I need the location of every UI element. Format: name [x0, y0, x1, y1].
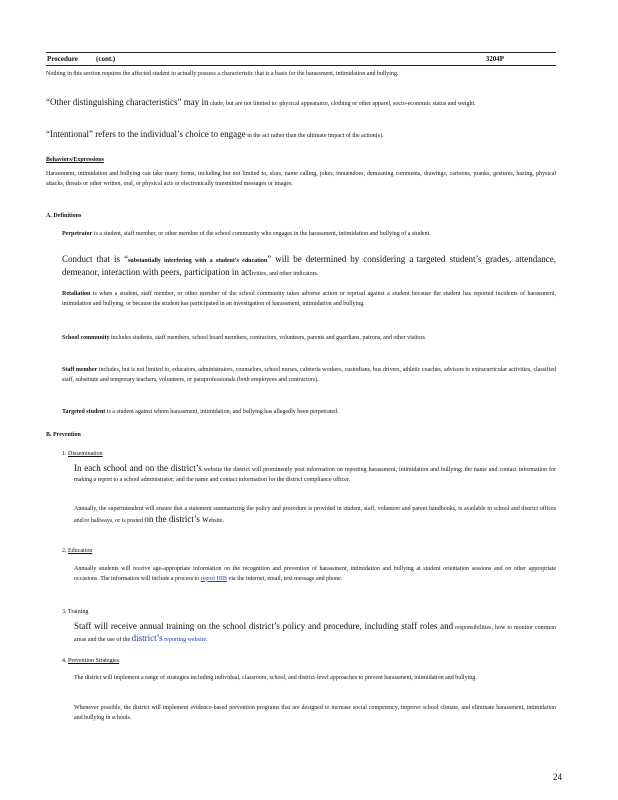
behaviors-heading: Behaviors/Expressions [46, 157, 104, 163]
strategies-paragraph-2: Whenever possible, the district will implement evidence-based prevention programs that are designed to increase social competency, improve school climate, and eliminate harassment, intimidation and bullying in schools. [74, 705, 556, 721]
intro-paragraph-1: Nothing in this section requires the affected student to actually possess a characteristic that is a basis for the harassment, intimidation and bullying. [46, 71, 399, 77]
education-heading: 2. Education [62, 548, 93, 554]
definition-targeted-student: Targeted student is a student against whom harassment, intimidation, and bullying has allegedly been perpetrated. [62, 409, 339, 415]
training-heading: 3. Training [62, 609, 89, 615]
definition-staff-member: Staff member includes, but is not limited to, educators, administrators, counselors, school nurses, cafeteria workers, custodians, bus drivers, athletic coaches, advisors to extracurricular activities, classified staff, substitute and temporary teachers, volunteers, or paraprofessionals (both employees and contractors). [62, 367, 557, 383]
reporting-website-link[interactable]: reporting website [164, 636, 206, 643]
intro-paragraph-2: “Other distinguishing characteristics” may in clude, but are not limited to: physical appearance, clothing or other apparel, socio-economic status and weight. [46, 97, 476, 107]
dissemination-paragraph-1: In each school and on the district’s website the district will prominently post information on reporting harassment, intimidation and bullying; the name and contact information for making a report to a school administrator; and the name and contact information for the district compliance officer. [74, 463, 557, 483]
page-header [46, 52, 556, 66]
definition-school-community: School community includes students, staff members, school board members, contractors, volunteers, parents and guardians, patrons, and other visitors. [62, 335, 427, 341]
header-cont: (cont.) [96, 55, 116, 63]
report-hib-link[interactable]: report HIB [200, 575, 227, 582]
dissemination-paragraph-2: Annually, the superintendent will ensure that a statement summarizing the policy and procedure is provided in student, staff, volunteer and parent handbooks, is available in school and district offices and/or hallways, or is posted on the district’s website. [74, 506, 556, 524]
district-reporting-link[interactable]: district’s [131, 632, 163, 643]
definitions-heading: A. Definitions [46, 213, 82, 219]
definition-retaliation: Retaliation is when a student, staff member, or other member of the school community takes adverse action or reprisal against a student because the student has reported incidents of harassment, intimidation and bullying, or because the student has participated in an investigation of harassment, intimidation and bullying. [62, 291, 557, 307]
definition-conduct: Conduct that is “substantially interfering with a student's education” will be determined by considering a targeted student’s grades, attendance, demeanor, interaction with peers, participation in activities, and other indicators. [62, 254, 556, 277]
prevention-heading: B. Prevention [46, 432, 81, 438]
behaviors-text: Harassment, intimidation and bullying can take many forms, including but not limited to, slurs, name calling, jokes, innuendoes, demeaning comments, drawings, cartoons, pranks, gestures, hazing, physical attacks, threats or other written, oral, or physical acts or electronically transmitted messages or images. [46, 171, 556, 187]
intro-paragraph-3: “Intentional” refers to the individual’s choice to engage in the act rather than the ultimate impact of the action(s). [46, 129, 384, 139]
training-text: Staff will receive annual training on the school district’s policy and procedure, including staff roles and responsibilities, how to monitor common areas and the use of the district’s reporting website. [74, 621, 557, 643]
page-number: 24 [553, 772, 562, 782]
dissemination-heading: 1. Dissemination [62, 451, 103, 457]
header-procedure: Procedure [47, 55, 78, 63]
definition-perpetrator: Perpetrator is a student, staff member, or other member of the school community who engages in the harassment, intimidation and bullying of a student. [62, 231, 431, 237]
strategies-paragraph-1: The district will implement a range of strategies including individual, classroom, school, and district-level approaches to prevent harassment, intimidation and bullying. [74, 675, 477, 681]
header-code: 3204P [485, 55, 504, 63]
strategies-heading: 4. Prevention Strategies [62, 658, 120, 664]
education-text: Annually students will receive age-appropriate information on the recognition and prevention of harassment, intimidation and bullying at student orientation sessions and on other appropriate occasions. The information will include a process to report HIB via the internet, email, text message and phone. [74, 566, 556, 582]
